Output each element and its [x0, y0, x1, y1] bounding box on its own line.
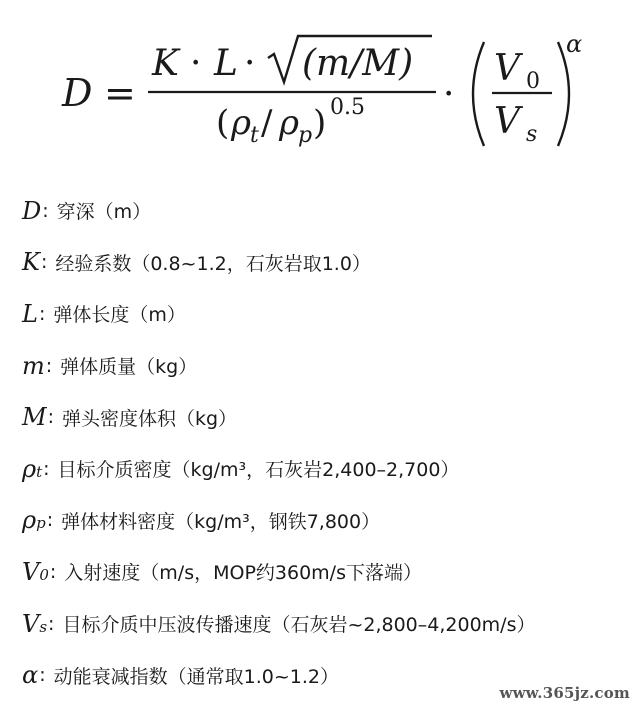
definition-text: 弹头密度体积（kg）	[61, 407, 238, 430]
formula-k: K	[152, 43, 179, 84]
denom-exponent: 0.5	[330, 95, 365, 120]
definition-symbol: K	[22, 248, 40, 277]
definition-text: 目标介质密度（kg/m³，石灰岩2,400–2,700）	[57, 459, 460, 482]
definition-text: 经验系数（0.8~1.2，石灰岩取1.0）	[55, 252, 371, 275]
formula-svg	[0, 0, 640, 160]
definition-symbol: D	[22, 196, 42, 225]
definition-text: 目标介质中压波传播速度（石灰岩~2,800–4,200m/s）	[62, 614, 536, 637]
definition-colon: :	[38, 302, 46, 325]
penetration-formula	[0, 0, 640, 160]
watermark: www.365jz.com	[499, 684, 630, 702]
definition-colon: :	[39, 664, 46, 687]
definition-text: 动能衰减指数（通常取1.0~1.2）	[53, 665, 339, 688]
definition-row	[22, 185, 632, 237]
definition-row	[22, 598, 632, 650]
definition-text: 穿深（m）	[56, 201, 152, 224]
definition-colon: :	[47, 406, 54, 429]
ratio-vs: V	[494, 101, 520, 142]
denom-close-paren: )	[313, 103, 327, 143]
ratio-v0: V	[494, 48, 520, 89]
definition-symbol: ρ p	[22, 506, 46, 535]
definition-colon: :	[48, 612, 55, 635]
definition-symbol: ρ t	[22, 454, 43, 483]
denom-slash: /	[261, 103, 273, 143]
formula-dot-2: ·	[244, 43, 256, 84]
definition-text: 弹体质量（kg）	[60, 356, 198, 379]
ratio-vs-sub: s	[526, 122, 538, 147]
denom-sub-t: t	[250, 123, 259, 148]
variable-definitions	[22, 185, 632, 701]
formula-sqrt-content: (m/M)	[302, 43, 414, 84]
definition-row	[22, 495, 632, 547]
denom-open-paren: (	[216, 103, 230, 143]
definition-row	[22, 288, 632, 340]
definition-colon: :	[40, 251, 48, 274]
definition-symbol: V 0	[22, 557, 49, 586]
definition-text: 入射速度（m/s，MOP约360m/s下落端）	[64, 562, 422, 585]
definition-symbol: L	[22, 299, 38, 328]
definition-colon: :	[42, 199, 49, 222]
definition-symbol: M	[22, 403, 47, 432]
definition-colon: :	[49, 560, 57, 583]
definition-row	[22, 391, 632, 443]
definition-symbol: α	[22, 661, 39, 690]
formula-equals: =	[104, 71, 136, 115]
denom-rho-p: ρ	[279, 103, 299, 143]
formula-l: L	[214, 43, 238, 84]
definition-row	[22, 546, 632, 598]
definition-symbol: m	[22, 351, 45, 380]
formula-lhs: D	[62, 71, 93, 115]
definition-colon: :	[43, 457, 50, 480]
denom-sub-p: p	[298, 123, 313, 148]
definition-text: 弹体长度（m）	[53, 304, 186, 327]
ratio-v0-sub: 0	[526, 69, 540, 94]
definition-text: 弹体材料密度（kg/m³，钢铁7,800）	[61, 510, 381, 533]
formula-dot-3: ·	[443, 74, 455, 115]
formula-dot-1: ·	[190, 43, 202, 84]
big-open-paren	[473, 42, 484, 146]
definition-row	[22, 340, 632, 392]
definition-colon: :	[45, 354, 53, 377]
denom-rho-t: ρ	[231, 103, 251, 143]
ratio-exponent: α	[566, 30, 583, 58]
definition-row	[22, 443, 632, 495]
definition-colon: :	[46, 509, 54, 532]
definition-symbol: V s	[22, 609, 48, 638]
definition-row	[22, 237, 632, 289]
